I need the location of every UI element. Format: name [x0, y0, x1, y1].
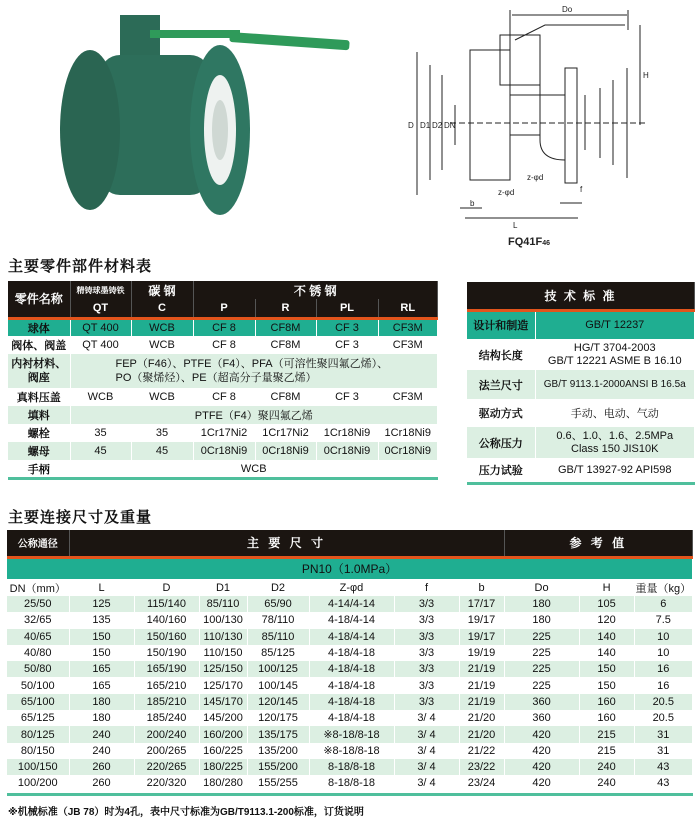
table-row — [8, 336, 438, 354]
code: C — [131, 299, 193, 318]
cell: 185/210 — [134, 694, 199, 710]
cell: QT 400 — [70, 318, 131, 336]
cell: 145/170 — [199, 694, 247, 710]
cell: 3/3 — [394, 629, 459, 645]
cell: 135/200 — [247, 743, 309, 759]
cell: 7.5 — [634, 612, 692, 628]
cell: CF3M — [378, 336, 438, 354]
pn-label: PN10（1.0MPa） — [7, 557, 693, 579]
head-ref: 参 考 值 — [504, 530, 692, 557]
table-row — [467, 339, 695, 370]
cell: 21/22 — [459, 743, 504, 759]
table-row — [7, 710, 693, 726]
cell: 23/22 — [459, 759, 504, 775]
cell: 1Cr17Ni2 — [255, 424, 316, 442]
head-part-name: 零件名称 — [8, 281, 70, 318]
cell: 200/240 — [134, 726, 199, 742]
cell: 110/150 — [199, 645, 247, 661]
cell: 150 — [69, 645, 134, 661]
table-row — [7, 743, 693, 759]
valve-section-drawing — [400, 0, 700, 250]
cell: 150 — [579, 661, 634, 677]
cell: 180/225 — [199, 759, 247, 775]
cell: 225 — [504, 645, 579, 661]
cell: 3/ 4 — [394, 710, 459, 726]
cell: 0Cr18Ni9 — [378, 442, 438, 460]
dims-table — [7, 530, 693, 792]
table-row — [7, 759, 693, 775]
cell: CF8M — [255, 318, 316, 336]
model-sub: 46 — [542, 240, 551, 247]
cell: 1Cr17Ni2 — [193, 424, 255, 442]
table-row — [7, 612, 693, 628]
cell: 4-18/4-18 — [309, 645, 394, 661]
svg-text:FQ41F46 — [508, 236, 550, 248]
cell: CF3M — [378, 318, 438, 336]
cell: 420 — [504, 726, 579, 742]
cell: 165/190 — [134, 661, 199, 677]
cell: 225 — [504, 629, 579, 645]
cell: 35 — [70, 424, 131, 442]
cell: 135/175 — [247, 726, 309, 742]
cell: 3/ 4 — [394, 743, 459, 759]
divider — [467, 482, 695, 485]
cell: 45 — [70, 442, 131, 460]
table-row — [7, 775, 693, 791]
cell: 225 — [504, 677, 579, 693]
value: GB/T 12237 — [535, 310, 695, 339]
cell: 150 — [579, 677, 634, 693]
divider — [7, 793, 693, 796]
table-row — [7, 596, 693, 612]
cell: 260 — [69, 759, 134, 775]
cell: 16 — [634, 677, 692, 693]
column-header: D1 — [199, 579, 247, 596]
cell: 165/210 — [134, 677, 199, 693]
cell: 180 — [69, 694, 134, 710]
cell: 20.5 — [634, 694, 692, 710]
cell: 100/145 — [247, 677, 309, 693]
cell: 4-18/4-18 — [309, 661, 394, 677]
table-row — [467, 427, 695, 458]
cell: 4-18/4-14 — [309, 629, 394, 645]
cell: 200/265 — [134, 743, 199, 759]
cell: 185/240 — [134, 710, 199, 726]
row-name: 阀体、阀盖 — [8, 336, 70, 354]
cell: 160 — [579, 710, 634, 726]
divider — [8, 477, 438, 480]
cell: 240 — [69, 743, 134, 759]
cell: 32/65 — [7, 612, 69, 628]
cell: PTFE（F4）聚四氟乙烯 — [70, 406, 438, 424]
cell: 160 — [579, 694, 634, 710]
cell: ※8-18/8-18 — [309, 726, 394, 742]
label-f: f — [580, 185, 583, 194]
cell: CF 3 — [316, 388, 378, 406]
cell: 220/320 — [134, 775, 199, 791]
cell: 140 — [579, 629, 634, 645]
cell: 65/100 — [7, 694, 69, 710]
key: 结构长度 — [467, 339, 535, 370]
cell: QT 400 — [70, 336, 131, 354]
lining-line-2: PO（聚烯烃）、PE（超高分子量聚乙烯） — [115, 372, 317, 384]
cell: 3/3 — [394, 661, 459, 677]
table-row — [8, 388, 438, 406]
cell: 19/17 — [459, 629, 504, 645]
label-zd-2: z-φd — [527, 173, 544, 182]
cell: 180 — [69, 710, 134, 726]
value: 0.6、1.0、1.6、2.5MPa — [556, 429, 674, 442]
cell: 120/145 — [247, 694, 309, 710]
materials-title: 主要零件部件材料表 — [8, 258, 153, 275]
cell: CF 8 — [193, 318, 255, 336]
cell: 110/130 — [199, 629, 247, 645]
column-header: b — [459, 579, 504, 596]
cell: 85/125 — [247, 645, 309, 661]
standards-table — [467, 282, 695, 482]
cell: 4-18/4-18 — [309, 710, 394, 726]
cell: 19/19 — [459, 645, 504, 661]
column-header: 重量（kg） — [634, 579, 692, 596]
cell: 40/65 — [7, 629, 69, 645]
key: 公称压力 — [467, 427, 535, 458]
cell: 8-18/8-18 — [309, 775, 394, 791]
code: RL — [378, 299, 438, 318]
table-row — [8, 424, 438, 442]
label-d2: D2 — [432, 121, 443, 130]
cell: 125/170 — [199, 677, 247, 693]
cell: 120/175 — [247, 710, 309, 726]
cell: 165 — [69, 677, 134, 693]
cell: 3/ 4 — [394, 759, 459, 775]
row-name: 手柄 — [8, 460, 70, 478]
cell: 420 — [504, 743, 579, 759]
cell: 3/3 — [394, 596, 459, 612]
cell: 140 — [579, 645, 634, 661]
group-ductile-iron: 精铸球墨铸铁 — [70, 281, 131, 299]
cell: 0Cr18Ni9 — [193, 442, 255, 460]
cell: 220/265 — [134, 759, 199, 775]
table-row — [8, 354, 438, 388]
cell: 21/20 — [459, 710, 504, 726]
cell: 85/110 — [247, 629, 309, 645]
cell: 23/24 — [459, 775, 504, 791]
cell: 78/110 — [247, 612, 309, 628]
cell: 45 — [131, 442, 193, 460]
cell: 43 — [634, 759, 692, 775]
cell: 19/17 — [459, 612, 504, 628]
key: 驱动方式 — [467, 399, 535, 427]
cell: 225 — [504, 661, 579, 677]
table-row — [7, 629, 693, 645]
cell: 85/110 — [199, 596, 247, 612]
cell: 105 — [579, 596, 634, 612]
group-carbon-steel: 碳 钢 — [131, 281, 193, 299]
table-row — [8, 460, 438, 478]
cell: 100/200 — [7, 775, 69, 791]
label-l: L — [513, 221, 518, 230]
cell: 4-18/4-14 — [309, 612, 394, 628]
cell: 35 — [131, 424, 193, 442]
lining-line-1: FEP（F46）、PTFE（F4）、PFA（可溶性聚四氟乙烯）、 — [115, 358, 389, 370]
cell: 4-18/4-18 — [309, 677, 394, 693]
cell: 80/125 — [7, 726, 69, 742]
code: R — [255, 299, 316, 318]
cell: 240 — [579, 759, 634, 775]
cell: CF 8 — [193, 336, 255, 354]
cell: 150/160 — [134, 629, 199, 645]
cell: 65/125 — [7, 710, 69, 726]
code: P — [193, 299, 255, 318]
cell: 100/125 — [247, 661, 309, 677]
cell: 165 — [69, 661, 134, 677]
label-zd: z-φd — [498, 188, 515, 197]
cell: 20.5 — [634, 710, 692, 726]
group-stainless: 不 锈 钢 — [193, 281, 438, 299]
table-row — [467, 458, 695, 482]
cell: 31 — [634, 726, 692, 742]
cell: 125 — [69, 596, 134, 612]
column-header: f — [394, 579, 459, 596]
cell: 155/200 — [247, 759, 309, 775]
head-nominal: 公称通径 — [7, 530, 69, 557]
code: QT — [70, 299, 131, 318]
cell: CF 3 — [316, 336, 378, 354]
value: GB/T 9113.1-2000ANSI B 16.5a — [535, 370, 695, 399]
cell: WCB — [70, 388, 131, 406]
standards-title: 技 术 标 准 — [467, 282, 695, 310]
cell: 420 — [504, 759, 579, 775]
cell: 360 — [504, 694, 579, 710]
cell: 140/160 — [134, 612, 199, 628]
column-header: Do — [504, 579, 579, 596]
table-row — [7, 677, 693, 693]
cell: 215 — [579, 726, 634, 742]
cell: 21/19 — [459, 694, 504, 710]
cell: WCB — [70, 460, 438, 478]
cell: 360 — [504, 710, 579, 726]
code: PL — [316, 299, 378, 318]
cell: 25/50 — [7, 596, 69, 612]
cell: 21/20 — [459, 726, 504, 742]
cell: 160/200 — [199, 726, 247, 742]
cell: CF8M — [255, 336, 316, 354]
table-row — [467, 399, 695, 427]
key: 设计和制造 — [467, 310, 535, 339]
cell: 150 — [69, 629, 134, 645]
column-header: H — [579, 579, 634, 596]
cell: 3/3 — [394, 694, 459, 710]
cell: 160/225 — [199, 743, 247, 759]
cell: 150/190 — [134, 645, 199, 661]
table-row — [8, 406, 438, 424]
key: 法兰尺寸 — [467, 370, 535, 399]
cell: 50/100 — [7, 677, 69, 693]
column-header: DN（mm） — [7, 579, 69, 596]
label-d: D — [408, 121, 414, 130]
table-row — [8, 318, 438, 336]
column-header: D — [134, 579, 199, 596]
cell: 10 — [634, 645, 692, 661]
cell: 155/255 — [247, 775, 309, 791]
cell: ※8-18/8-18 — [309, 743, 394, 759]
cell: WCB — [131, 388, 193, 406]
materials-table — [8, 281, 438, 478]
cell: 100/150 — [7, 759, 69, 775]
cell: 115/140 — [134, 596, 199, 612]
cell: 145/200 — [199, 710, 247, 726]
table-row — [8, 442, 438, 460]
cell: 1Cr18Ni9 — [316, 424, 378, 442]
cell: 215 — [579, 743, 634, 759]
value-2: Class 150 JIS10K — [571, 442, 659, 455]
cell: 240 — [69, 726, 134, 742]
cell: CF3M — [378, 388, 438, 406]
cell: 6 — [634, 596, 692, 612]
cell: 4-14/4-14 — [309, 596, 394, 612]
cell: 43 — [634, 775, 692, 791]
valve-photo — [40, 0, 360, 240]
cell: 40/80 — [7, 645, 69, 661]
cell: 0Cr18Ni9 — [255, 442, 316, 460]
cell: 65/90 — [247, 596, 309, 612]
table-row — [7, 645, 693, 661]
cell: WCB — [131, 318, 193, 336]
value: GB/T 13927-92 API598 — [535, 458, 695, 482]
row-name: 球体 — [8, 318, 70, 336]
column-header: L — [69, 579, 134, 596]
cell: 135 — [69, 612, 134, 628]
cell: CF8M — [255, 388, 316, 406]
column-header: Z-φd — [309, 579, 394, 596]
cell: 50/80 — [7, 661, 69, 677]
table-row — [7, 694, 693, 710]
table-row — [7, 726, 693, 742]
label-dn: DN — [444, 121, 456, 130]
cell: 21/19 — [459, 661, 504, 677]
cell: 120 — [579, 612, 634, 628]
cell: 31 — [634, 743, 692, 759]
cell: CF 8 — [193, 388, 255, 406]
cell: CF 3 — [316, 318, 378, 336]
key: 压力试验 — [467, 458, 535, 482]
cell: 125/150 — [199, 661, 247, 677]
cell: 100/130 — [199, 612, 247, 628]
row-name: 螺栓 — [8, 424, 70, 442]
table-row — [7, 661, 693, 677]
cell: 3/ 4 — [394, 775, 459, 791]
cell: 180/280 — [199, 775, 247, 791]
cell: 21/19 — [459, 677, 504, 693]
cell: 16 — [634, 661, 692, 677]
dims-title: 主要连接尺寸及重量 — [8, 509, 153, 526]
cell: WCB — [131, 336, 193, 354]
cell: 4-18/4-18 — [309, 694, 394, 710]
footnote: ※机械标准（JB 78）时为4孔，表中尺寸标准为GB/T9113.1-200标准，订货说明 — [8, 807, 364, 818]
value-2: GB/T 12221 ASME B 16.10 — [547, 354, 682, 367]
cell: 240 — [579, 775, 634, 791]
cell: 180 — [504, 596, 579, 612]
column-header: D2 — [247, 579, 309, 596]
table-row — [467, 310, 695, 339]
cell: 8-18/8-18 — [309, 759, 394, 775]
cell: 1Cr18Ni9 — [378, 424, 438, 442]
cell: 180 — [504, 612, 579, 628]
cell: 80/150 — [7, 743, 69, 759]
cell: 17/17 — [459, 596, 504, 612]
value: HG/T 3704-2003 — [573, 341, 656, 354]
row-name: 填料 — [8, 406, 70, 424]
model-label: FQ41F — [508, 236, 543, 248]
label-h: H — [643, 71, 649, 80]
table-row — [467, 370, 695, 399]
cell: 3/ 4 — [394, 726, 459, 742]
cell: 260 — [69, 775, 134, 791]
label-d1: D1 — [420, 121, 431, 130]
head-main: 主 要 尺 寸 — [69, 530, 504, 557]
value: 手动、电动、气动 — [535, 399, 695, 427]
row-name: 螺母 — [8, 442, 70, 460]
cell: 3/3 — [394, 645, 459, 661]
row-name: 真料压盖 — [8, 388, 70, 406]
label-do: Do — [562, 5, 573, 14]
label-b: b — [470, 199, 475, 208]
row-name: 内衬材料、阀座 — [8, 354, 70, 388]
cell: 10 — [634, 629, 692, 645]
cell: 3/3 — [394, 612, 459, 628]
cell: 420 — [504, 775, 579, 791]
cell: 3/3 — [394, 677, 459, 693]
cell: 0Cr18Ni9 — [316, 442, 378, 460]
